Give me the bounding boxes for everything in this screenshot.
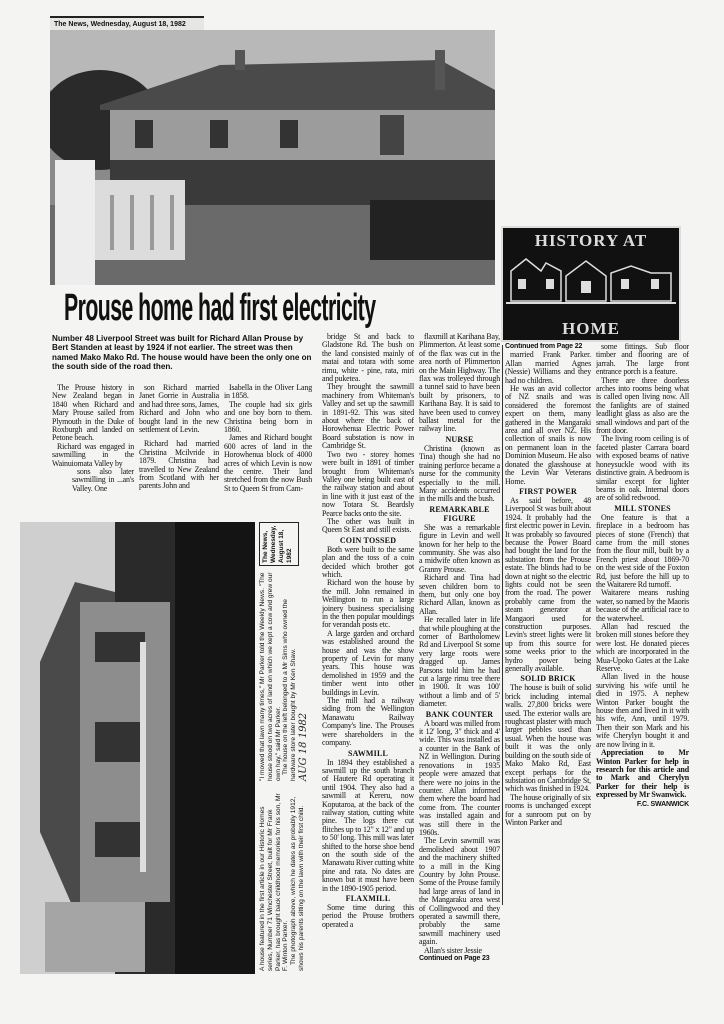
- caption-paragraph: "I mowed that lawn many times," Mr Parker told the Weekly News. "The house stood on two acres of land on which we kept a cow and grew our own hay," said Mr Parker.: [259, 572, 282, 781]
- paragraph: Allan had rescued the broken mill stones before they were lost. He donated pieces which are incorporated in the Mua-Upoko Gates at the Lake Reserve.: [596, 622, 689, 674]
- badge-title-top: HISTORY AT: [534, 231, 648, 250]
- house-photo-1912: [20, 522, 255, 974]
- author-signature: F.C. SWANWICK: [636, 800, 689, 808]
- lead-paragraph: Number 48 Liverpool Street was built for Richard Allan Prouse by Bert Standen at least by 1924 if not earlier. The street was then named Mako Mako Rd. The house would have been the only one on the south side of the road then.: [52, 334, 312, 372]
- subheading-coin-tossed: COIN TOSSED: [339, 535, 397, 545]
- subheading-mill-stones: MILL STONES: [614, 503, 671, 513]
- paragraph: She was a remarkable figure in Levin and well known for her help to the community. She was also a midwife often known as Granny Prouse.: [419, 522, 500, 574]
- paragraph: One feature is that a fireplace in a bedroom has pieces of stone (French) that came from the mill stones from the flour mill, built by a French priest about 1869-70 on the west side of the Foxton Rd, just before the hill up to the Waitarere Rd turnoff.: [596, 512, 689, 589]
- paragraph: They brought the sawmill machinery from Whiteman's Valley and set up the sawmill in 1891-92. This was sited about where the back of Horowhenua Electric Power Board substation is now in Cambridge St.: [322, 382, 414, 451]
- subheading-first-power: FIRST POWER: [519, 486, 577, 496]
- paragraph: Christina (known as Tina) though she had no training perforce became a nurse for the community especially to the mill. Many accidents occurred in the mills and the bush.: [419, 443, 500, 504]
- paragraph: The couple had six girls and one boy born to them. Christina being born in 1860.: [224, 399, 312, 435]
- paragraph: son Richard married Janet Gorrie in Australia and had three sons, James, Richard and John who bought land in the new settlement of Levin.: [139, 384, 219, 435]
- paragraph: Allan's sister Jessie: [424, 945, 482, 955]
- caption-paragraph: The photograph above, which he dates as probably 1912, shows his parents sitting on the lawn with their first child.: [290, 796, 305, 971]
- paragraph: A board was milled from it 12' long, 3" thick and 4' wide. This was installed as a counter in the Bank of NZ in Wellington. During renovations in 1935 people were amazed that there were no joins in the counter. Allan informed them where the board had come from. The counter was installed again and was still there in the 1960s.: [419, 718, 500, 837]
- column-divider: [502, 345, 503, 905]
- history-at-home-badge: [501, 226, 681, 342]
- caption-paragraph: The house on the left belonged to a Mr Sims who owned the hardware store later bought by Mr Ken Shaw.: [282, 599, 298, 781]
- subheading-flaxmill: FLAXMILL: [345, 894, 391, 903]
- paragraph: The Prouse history in New Zealand began in 1840 when Richard and Mary Prouse sailed from Plymouth in the Duke of Roxburgh and landed on Petone beach.: [52, 384, 134, 443]
- headline: Prouse home had first electricity: [64, 287, 376, 329]
- subheading-solid-brick: SOLID BRICK: [520, 674, 576, 684]
- article-column-1: [52, 384, 134, 518]
- acknowledgement: Appreciation to Mr Winton Parker for help in research for this article and to Mark and Cherylyn Parker for their help is expressed by Mr Swanwick.: [596, 748, 689, 800]
- paragraph: Waitarere means rushing water, so named by the Maoris because of the artificial race to the waterwheel.: [596, 588, 689, 623]
- continued-on-link: Continued on Page 23: [419, 955, 490, 963]
- paragraph: Allan lived in the house surviving his wife until he died in 1975. A nephew Winton Parker bought the house then and lived in it with his wife, Ann, until 1979. Then their son Mark and his wife Cherylyn bought it and are now living in it.: [596, 672, 689, 749]
- paragraph: Richard had married Christina Mcilvride in 1879. Christina had travelled to New Zealand from Scotland with her parents John and: [139, 439, 219, 491]
- paragraph: He was an avid collector of NZ snails and was considered the foremost expert on them, many gathered in the Mangaraki area and all over NZ. His collection of snails is now on permanent loan in the Dominion Museum. He also donated the glasshouse at the Levin War Veterans Home.: [505, 384, 591, 486]
- paragraph: A large garden and orchard was established around the house and was the show property of Levin for many years. This house was demolished in 1959 and the timber went into other buildings in Levin.: [322, 628, 414, 697]
- paragraph: As said before, 48 Liverpool St was built about 1924. It probably had the first electric power in Levin. It was probably so favoured because the Power Board had bought the land for the substation from the Prouse estate. The blinds had to be down at night so the electric lights could not be seen from the road. The power probably came from the steam generator at Mangaori used for construction purposes. Levin's street lights were lit up from this source for some weeks prior to the hydro power being generally available.: [505, 495, 591, 674]
- paragraph: some fittings. Sub floor timber and flooring are of jarrah. The large front entrance porch is a feature.: [596, 343, 689, 377]
- caption-block-1: [257, 785, 318, 975]
- paragraph: Two two - storey homes were built in 1891 of timber brought from Whiteman's Valley one being built east of the railway station and about in line with it just east of the now Totara St. Beardsly Pearce backs onto the site.: [322, 449, 414, 518]
- article-column-6: [505, 343, 591, 983]
- subheading-remarkable-figure: REMARKABLE FIGURE: [429, 504, 490, 523]
- paragraph: The other was built in Queen St East and still exists.: [322, 516, 414, 535]
- subheading-sawmill: SAWMILL: [347, 748, 389, 758]
- paragraph: The house is built of solid brick including internal walls. 27,800 bricks were used. The exterior walls are roughcast plaster with much larger pebbles used than usual. When the house was built it was the only building on the south side of Mako Mako Rd, East except perhaps for the substation on Cambridge St, which was finished in 1924.: [505, 683, 591, 794]
- article-column-2: [139, 384, 219, 518]
- paragraph: The living room ceiling is of faceted plaster Carrara board with exposed beams of native honeysuckle wood with its distinctive grain. A bedroom is similar except for lighter beams in oak. Internal doors are of solid redwood.: [596, 434, 689, 503]
- paragraph: The Levin sawmill was demolished about 1907 and the machinery shifted to a mill in the King Country by John Prouse. Some of the Prouse family had large areas of land in the Mangaraku area west of Collingwood and they operated a sawmill there, probably the same sawmill machinery used again.: [419, 836, 500, 947]
- continued-from-link: Continued from Page 22: [505, 343, 583, 350]
- house-photo-top-image: [50, 30, 495, 285]
- paragraph: The house originally of six rooms is unchanged except for a sunroom put on by Winton Parker and: [505, 792, 591, 827]
- subheading-bank-counter: BANK COUNTER: [425, 709, 494, 719]
- house-photo-1912-image: [20, 522, 255, 974]
- badge-title-bottom: HOME: [562, 319, 620, 338]
- paragraph: sons also later sawmilling in ...an's Valley. One: [72, 467, 134, 493]
- paragraph: In 1894 they established a sawmill up the south branch of Hautere Rd operating it until 1904. They also had a sawmill at Kereru, now Koputaroa, at the back of the railway station, cutting white pine. The logs there cut flitches up to 12" x 12" and up to 50' long. This mill was later shifted to the horse shoe bend on the south side of the Manawatu River cutting white pine and rata. No dates are known but it must have been in the 1890-1905 period.: [322, 757, 414, 893]
- paragraph: flaxmill at Karihana Bay, Plimmerton. At least some of the flax was cut in the area north of Plimmerton on the Main Highway. The flax was trolleyed through a tunnel said to have been built by prisoners, to Karihana Bay. It is said to have been used to convey ballast metal for the railway line.: [419, 333, 500, 434]
- paragraph: Richard and Tina had seven children born to them, but only one boy Richard Allan, known as Allan.: [419, 573, 500, 616]
- caption-paragraph: A house featured in the first article in our Historic Homes series, Number 71 Winchester Street, built for Mr Frank Parker, has brought back childhood memories for his son, Mr F. Winton Parker.: [259, 793, 290, 971]
- paragraph: Both were built to the same plan and the toss of a coin decided which brother got which.: [322, 544, 414, 579]
- paragraph: There are three doorless arches into rooms being what is called open living now. All the fanlights are of stained leadlight glass as also are the small windows and part of the front door.: [596, 375, 689, 436]
- dateline: The News, Wednesday, August 18, 1982: [50, 16, 204, 32]
- article-column-3: [224, 384, 312, 518]
- houses-illustration-icon: [506, 251, 676, 306]
- article-column-4: [322, 333, 414, 1022]
- paragraph: Richard was engaged in sawmilling in the Wainuiomata Valley by: [52, 441, 134, 468]
- article-column-7: [596, 343, 689, 983]
- paragraph: married Frank Parker. Allan married Agnes (Nessie) Williams and they had no children.: [505, 350, 591, 385]
- handwritten-date: AUG 18 1982: [297, 712, 309, 781]
- paragraph: James and Richard bought 600 acres of land in the Horowhenua block of 4000 acres of which Levin is now the centre. Their land stretched from the now Bush St to Queen St from Cam-: [224, 433, 312, 493]
- paragraph: The mill had a railway siding from the Wellington Manawatu Railway Company's line. The Prouses were shareholders in the company.: [322, 696, 414, 748]
- article-column-5: [419, 333, 500, 1022]
- paragraph: bridge St and back to Gladstone Rd. The bush on the land consisted mainly of matai and totara with some rimu, white - pine, rata, miri and puketea.: [322, 333, 414, 384]
- house-photo-top: [50, 30, 495, 285]
- subheading-nurse: NURSE: [445, 434, 474, 444]
- caption-block-2: [257, 566, 318, 785]
- photo-caption: [257, 520, 318, 975]
- paragraph: Some time during this period the Prouse brothers operated a: [322, 903, 414, 929]
- paragraph: Richard won the house by the mill. John remained in Wellington to run a large joinery business specialising in the then popular mouldings for verandah posts etc.: [322, 578, 414, 630]
- caption-newsbox: The News, Wednesday, August 18, 1982: [259, 522, 299, 566]
- paragraph: He recalled later in life that while ploughing at the corner of Bartholomew Rd and Liverpool St some very large roots were dragged up. James Parsons told him he had cut a large rimu tree there in 1900. It was 100' without a limb and of 5' diameter.: [419, 615, 500, 709]
- paragraph: Isabella in the Oliver Lang in 1858.: [224, 384, 312, 401]
